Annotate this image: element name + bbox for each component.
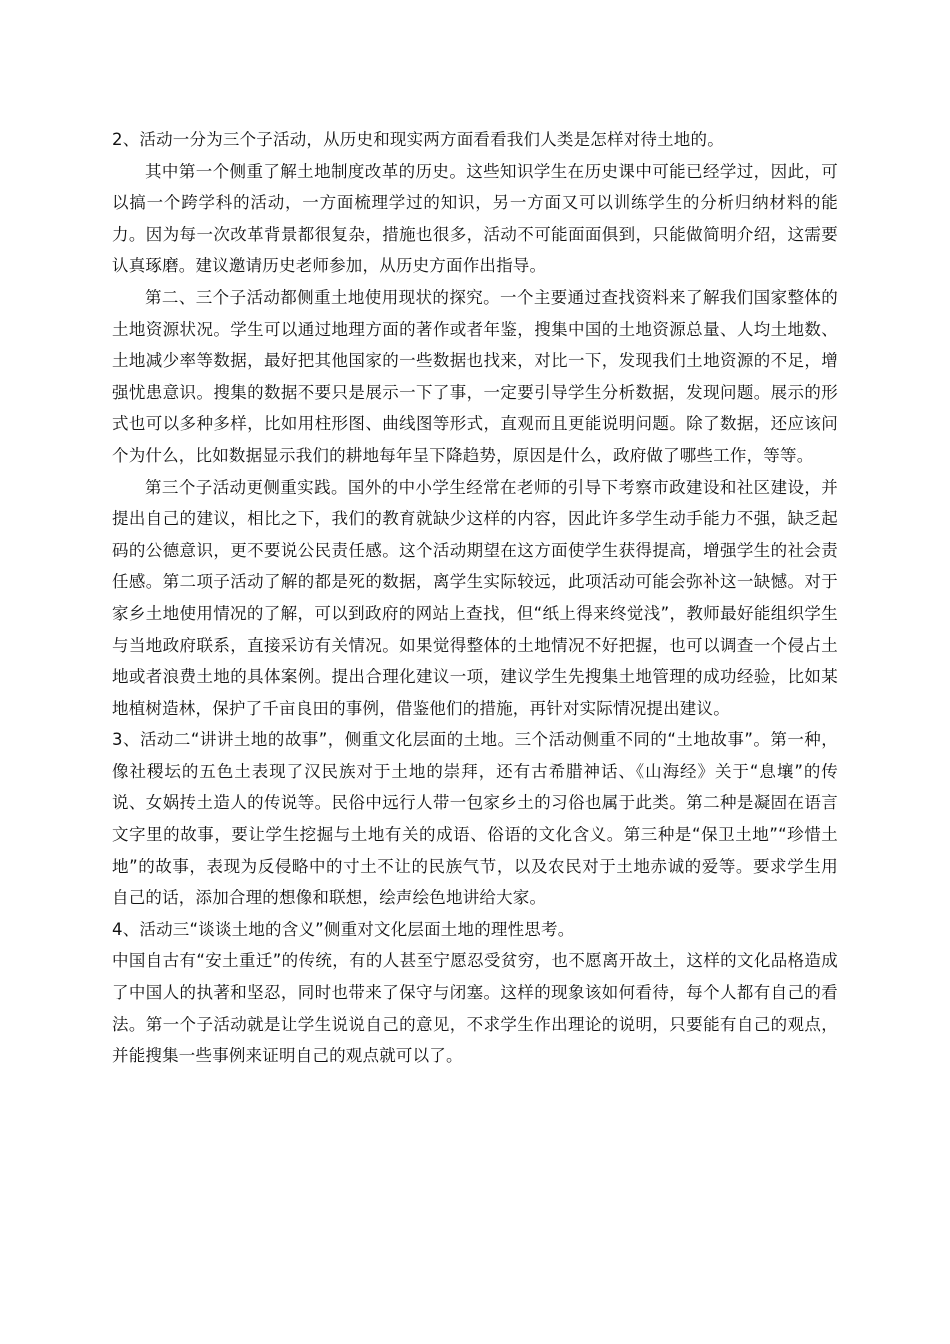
paragraph-activity-two-stories: 3、活动二“讲讲土地的故事”，侧重文化层面的土地。三个活动侧重不同的“土地故事”。第一种，像社稷坛的五色土表现了汉民族对于土地的崇拜，还有古希腊神话、《山海经》关于“息壤”的传说、女娲抟土造人的传说等。民俗中远行人带一包家乡土的习俗也属于此类。第二种是凝固在语言文字里的故事，要让学生挖掘与土地有关的成语、俗语的文化含义。第三种是“保卫土地”“珍惜土地”的故事，表现为反侵略中的寸土不让的民族气节，以及农民对于土地赤诚的爱等。要求学生用自己的话，添加合理的想像和联想，绘声绘色地讲给大家。 — [112, 730, 838, 908]
paragraph-activity-three-detail: 中国自古有“安土重迁”的传统，有的人甚至宁愿忍受贫穷，也不愿离开故土，这样的文化品格造成了中国人的执著和坚忍，同时也带来了保守与闭塞。这样的现象该如何看待，每个人都有自己的看法。第一个子活动就是让学生说说自己的意见，不求学生作出理论的说明，只要能有自己的观点，并能搜集一些事例来证明自己的观点就可以了。 — [112, 951, 838, 1066]
document-body — [112, 124, 838, 1072]
paragraph-land-use-status: 第二、三个子活动都侧重土地使用现状的探究。一个主要通过查找资料来了解我们国家整体的土地资源状况。学生可以通过地理方面的著作或者年鉴，搜集中国的土地资源总量、人均土地数、土地减少率等数据，最好把其他国家的一些数据也找来，对比一下，发现我们土地资源的不足，增强忧患意识。搜集的数据不要只是展示一下了事，一定要引导学生分析数据，发现问题。展示的形式也可以多种多样，比如用柱形图、曲线图等形式，直观而且更能说明问题。除了数据，还应该问个为什么，比如数据显示我们的耕地每年呈下降趋势，原因是什么，政府做了哪些工作，等等。 — [112, 287, 838, 465]
paragraph-activity-three-heading: 4、活动三“谈谈土地的含义”侧重对文化层面土地的理性思考。 — [112, 919, 575, 939]
paragraph-practice-activity: 第三个子活动更侧重实践。国外的中小学生经常在老师的引导下考察市政建设和社区建设，并提出自己的建议，相比之下，我们的教育就缺少这样的内容，因此许多学生动手能力不强，缺乏起码的公德意识，更不要说公民责任感。这个活动期望在这方面使学生获得提高，增强学生的社会责任感。第二项子活动了解的都是死的数据，离学生实际较远，此项活动可能会弥补这一缺憾。对于家乡土地使用情况的了解，可以到政府的网站上查找，但“纸上得来终觉浅”，教师最好能组织学生与当地政府联系，直接采访有关情况。如果觉得整体的土地情况不好把握，也可以调查一个侵占土地或者浪费土地的具体案例。提出合理化建议一项，建议学生先搜集土地管理的成功经验，比如某地植树造林，保护了千亩良田的事例，借鉴他们的措施，再针对实际情况提出建议。 — [112, 477, 838, 718]
paragraph-land-reform-history: 其中第一个侧重了解土地制度改革的历史。这些知识学生在历史课中可能已经学过，因此，可以搞一个跨学科的活动，一方面梳理学过的知识，另一方面又可以训练学生的分析归纳材料的能力。因为每一次改革背景都很复杂，措施也很多，活动不可能面面俱到，只能做简明介绍，这需要认真琢磨。建议邀请历史老师参加，从历史方面作出指导。 — [112, 161, 838, 276]
paragraph-activity-one-intro: 2、活动一分为三个子活动，从历史和现实两方面看看我们人类是怎样对待土地的。 — [112, 130, 724, 149]
